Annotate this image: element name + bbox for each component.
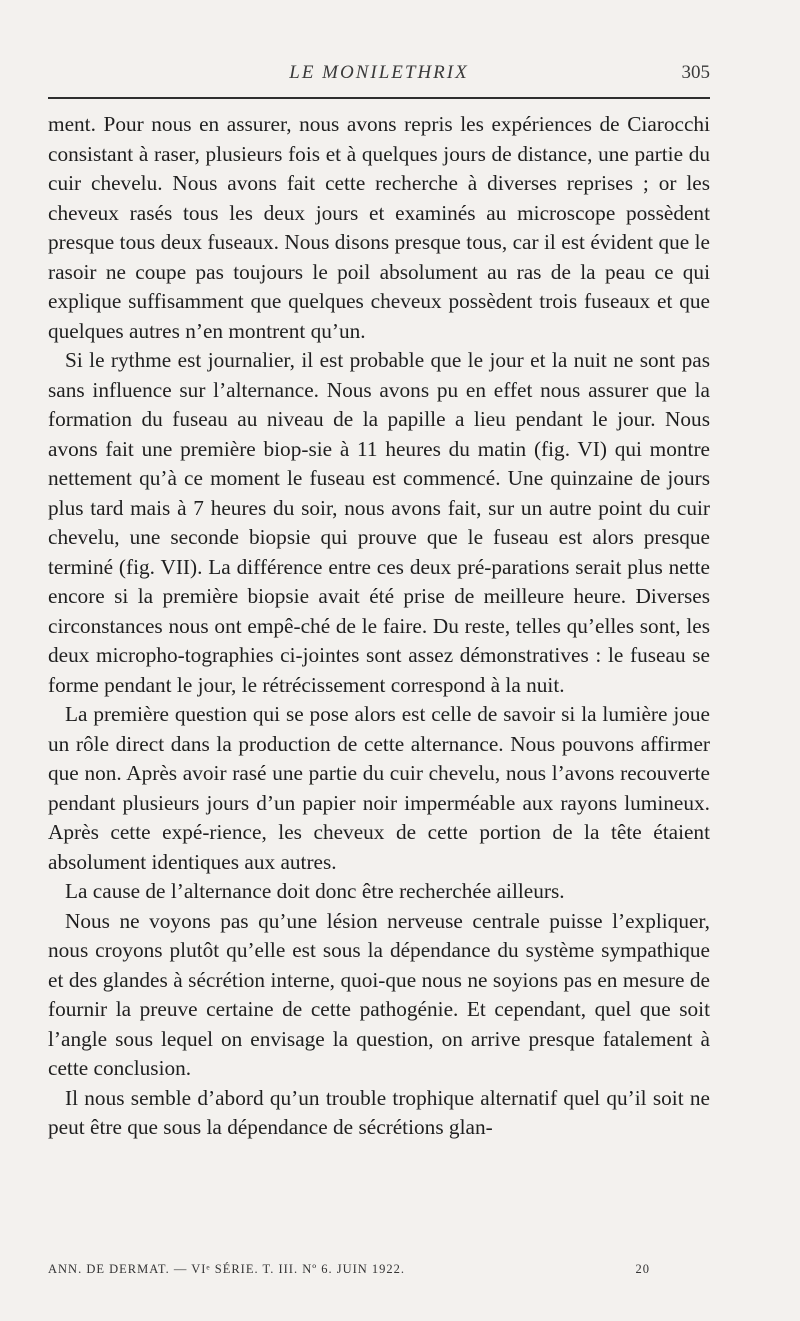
paragraph: Si le rythme est journalier, il est probable que le jour et la nuit ne sont pas sans influence sur l’alternance. Nous avons pu en effet nous assurer que la formation du fuseau au niveau de la papille a lieu pendant le jour. Nous avons fait une première biop-sie à 11 heures du matin (fig. VI) qui montre nettement qu’à ce moment le fuseau est commencé. Une quinzaine de jours plus tard mais à 7 heures du soir, nous avons fait, sur un autre point du cuir chevelu, une seconde biopsie qui prouve que le fuseau est alors presque terminé (fig. VII). La différence entre ces deux pré-parations serait plus nette encore si la première biopsie avait été prise de meilleure heure. Diverses circonstances nous ont empê-ché de le faire. Du reste, telles qu’elles sont, les deux micropho-tographies ci-jointes sont assez démonstratives : le fuseau se forme pendant le jour, le rétrécissement correspond à la nuit. [48,348,710,697]
paragraph: Nous ne voyons pas qu’une lésion nerveuse centrale puisse l’expliquer, nous croyons plutôt qu’elle est sous la dépendance du système sympathique et des glandes à sécrétion interne, quoi-que nous ne soyions pas en mesure de fournir la preuve certaine de cette pathogénie. Et cependant, quel que soit l’angle sous lequel on envisage la question, on arrive presque fatalement à cette conclusion. [48,908,710,1080]
page-number: 305 [681,62,710,83]
header-rule [48,97,710,99]
paragraph: La cause de l’alternance doit donc être recherchée ailleurs. [65,879,565,903]
paragraph: ment. Pour nous en assurer, nous avons repris les expériences de Ciarocchi consistant à raser, plusieurs fois et à quelques jours de distance, une partie du cuir chevelu. Nous avons fait cette recherche à diverses reprises ; or les cheveux rasés tous les deux jours et examinés au microscope possèdent presque tous deux fuseaux. Nous disons presque tous, car il est évident que le rasoir ne coupe pas toujours le poil absolument au ras de la peau ce qui explique suffisamment que quelques cheveux possèdent trois fuseaux et que quelques autres n’en montrent qu’un. [48,112,710,343]
page-footer [48,1262,650,1284]
body-text [48,110,710,1143]
page-header [48,62,710,92]
journal-citation: ANN. DE DERMAT. — VIᵉ SÉRIE. T. III. Nº 6. JUIN 1922. [48,1262,406,1276]
paragraph: La première question qui se pose alors est celle de savoir si la lumière joue un rôle direct dans la production de cette alternance. Nous pouvons affirmer que non. Après avoir rasé une partie du cuir chevelu, nous l’avons recouverte pendant plusieurs jours d’un papier noir imperméable aux rayons lumineux. Après cette expé-rience, les cheveux de cette portion de la tête étaient absolument identiques aux autres. [48,702,710,874]
paragraph: Il nous semble d’abord qu’un trouble trophique alternatif quel qu’il soit ne peut être que sous la dépendance de sécrétions glan- [48,1085,710,1139]
signature-mark: 20 [635,1262,650,1276]
running-title: LE MONILETHRIX [289,62,469,83]
